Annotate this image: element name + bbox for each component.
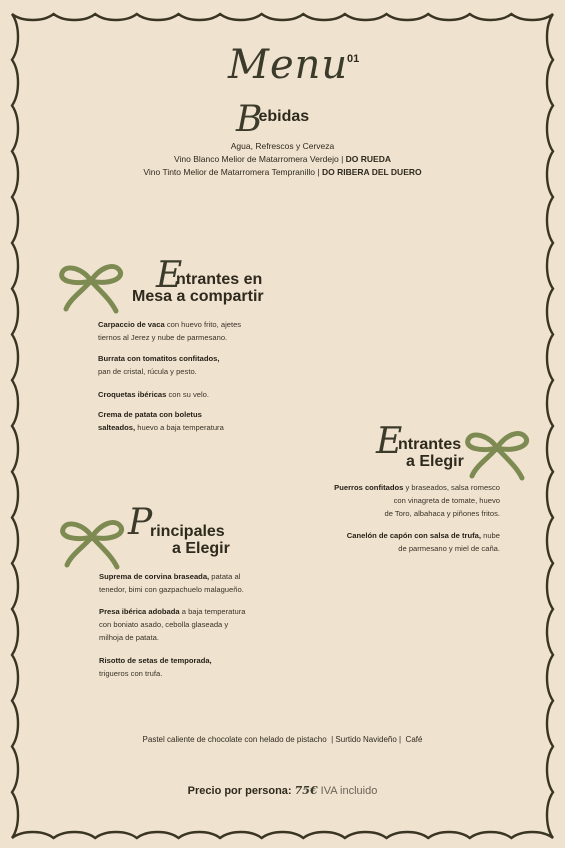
entrantes-mesa-title-2: Mesa a compartir xyxy=(132,288,264,305)
bebidas-line-3: Vino Tinto Melior de Matarromera Tempranillo | DO RIBERA DEL DUERO xyxy=(143,167,422,177)
bebidas-initial: B xyxy=(236,99,263,140)
menu-item: Carpaccio de vaca con huevo frito, ajetes tiernos al Jerez y nube de parmesano. xyxy=(98,320,242,342)
menu-item: Suprema de corvina braseada, patata al tenedor, bimi con gazpachuelo malagueño. xyxy=(99,572,244,594)
precio-note: IVA incluido xyxy=(320,785,378,797)
bow-icon xyxy=(56,259,126,315)
menu-item: Canelón de capón con salsa de trufa, nube de parmesano y miel de caña. xyxy=(346,531,500,553)
menu-item: Presa ibérica adobada a baja temperatura con boniato asado, cebolla glaseada y milhoja de patata. xyxy=(99,607,246,642)
menu-item: Burrata con tomatitos confitados, pan de cristal, rúcula y pesto. xyxy=(98,354,220,376)
menu-item: Puerros confitados y braseados, salsa romesco con vinagreta de tomate, huevo de Toro, albahaca y piñones fritos. xyxy=(334,483,500,518)
precio-amount: 75€ xyxy=(294,784,318,797)
principales-initial: P xyxy=(128,502,153,543)
bebidas-line-2: Vino Blanco Melior de Matarromera Verdejo | DO RUEDA xyxy=(173,154,391,164)
entrantes-elegir-title-1: ntrantes xyxy=(398,436,462,453)
postres-line: Pastel caliente de chocolate con helado de pistacho | Surtido Navideño | Café xyxy=(142,735,423,744)
entrantes-elegir-initial: E xyxy=(376,421,403,462)
precio-label: Precio por persona: xyxy=(187,785,292,797)
bebidas-title: ebidas xyxy=(258,108,310,125)
menu-title: Menu xyxy=(228,42,349,88)
precio-line xyxy=(0,783,565,799)
principales-heading xyxy=(128,502,268,565)
menu-item: Crema de patata con boletus salteados, huevo a baja temperatura xyxy=(98,410,224,432)
entrantes-elegir-title-2: a Elegir xyxy=(406,453,464,470)
bow-icon xyxy=(57,515,127,571)
entrantes-mesa-title-1: ntrantes en xyxy=(176,271,263,288)
bow-icon xyxy=(462,426,532,482)
entrantes-mesa-initial: E xyxy=(156,255,183,296)
menu-number: 01 xyxy=(347,53,360,65)
bebidas-line-1: Agua, Refrescos y Cerveza xyxy=(230,141,335,151)
bebidas-heading xyxy=(236,99,313,140)
entrantes-elegir-heading xyxy=(376,421,466,474)
principales-title-1: rincipales xyxy=(150,523,225,540)
principales-title-2: a Elegir xyxy=(172,540,230,557)
menu-item: Croquetas ibéricas con su velo. xyxy=(98,390,210,399)
menu-item: Risotto de setas de temporada, trigueros con trufa. xyxy=(99,656,212,678)
